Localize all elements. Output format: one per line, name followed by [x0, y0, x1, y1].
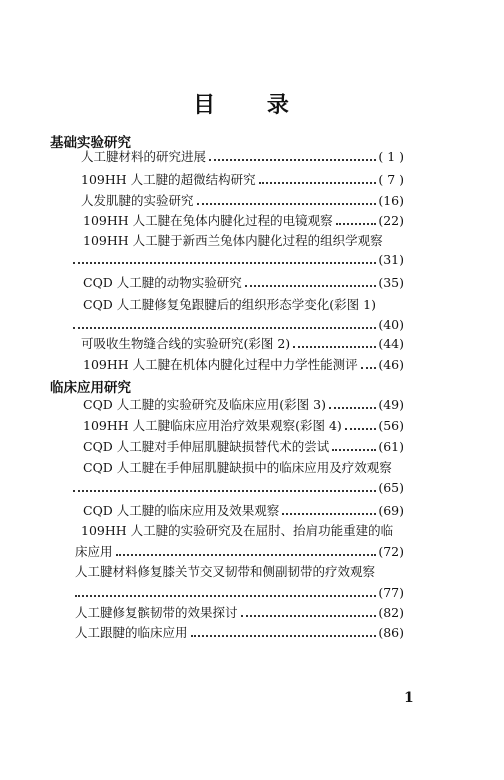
toc-entry-page: (56) — [378, 418, 404, 433]
toc-entry-title[interactable]: 人工腱材料修复膝关节交叉韧带和侧副韧带的疗效观察 — [75, 564, 376, 579]
dot-leader — [73, 262, 376, 264]
toc-entry[interactable] — [83, 438, 404, 456]
toc-entry-title: CQD 人工腱的动物实验研究 — [83, 275, 242, 290]
toc-entry-page: (72) — [378, 544, 404, 559]
dot-leader — [332, 449, 376, 451]
toc-entry[interactable] — [75, 624, 404, 642]
toc-entry[interactable] — [81, 192, 404, 210]
toc-entry[interactable] — [75, 604, 404, 622]
page-title: 目 录 — [193, 93, 311, 118]
toc-entry-continuation — [73, 479, 404, 497]
toc-entry-continuation — [75, 584, 404, 602]
toc-entry-page: (77) — [378, 585, 404, 600]
dot-leader — [75, 595, 376, 597]
section-heading: 基础实验研究 — [50, 135, 131, 151]
toc-entry-title[interactable]: 109HH 人工腱的实验研究及在屈肘、抬肩功能重建的临 — [81, 523, 394, 538]
toc-entry[interactable] — [81, 148, 404, 166]
toc-entry-title: 床应用 — [75, 544, 113, 559]
toc-entry-title[interactable]: CQD 人工腱在手伸屈肌腱缺损中的临床应用及疗效观察 — [83, 460, 392, 475]
dot-leader — [73, 327, 376, 329]
toc-entry-continuation — [73, 316, 404, 334]
toc-entry[interactable] — [83, 212, 404, 230]
toc-entry-title: 109HH 人工腱在机体内腱化过程中力学性能测评 — [83, 357, 358, 372]
toc-entry-page: (16) — [378, 193, 404, 208]
toc-entry-title: CQD 人工腱的实验研究及临床应用(彩图 3) — [83, 397, 326, 412]
toc-entry-page: (69) — [378, 503, 404, 518]
section-heading: 临床应用研究 — [50, 380, 131, 396]
toc-entry[interactable] — [83, 417, 404, 435]
dot-leader — [245, 285, 377, 287]
toc-entry-title: 人工腱修复髌韧带的效果探讨 — [75, 605, 238, 620]
dot-leader — [241, 615, 377, 617]
toc-entry-page: (31) — [378, 252, 404, 267]
toc-entry-page: (49) — [378, 397, 404, 412]
dot-leader — [73, 490, 376, 492]
toc-entry-title: 109HH 人工腱在兔体内腱化过程的电镜观察 — [83, 213, 333, 228]
dot-leader — [282, 513, 376, 515]
toc-entry-title[interactable]: CQD 人工腱修复兔跟腱后的组织形态学变化(彩图 1) — [83, 297, 376, 312]
toc-entry-page: (35) — [378, 275, 404, 290]
toc-entry-title[interactable]: 109HH 人工腱于新西兰兔体内腱化过程的组织学观察 — [83, 233, 383, 248]
toc-entry[interactable] — [83, 356, 404, 374]
toc-entry-page: (44) — [378, 336, 404, 351]
toc-entry-title: 可吸收生物缝合线的实验研究(彩图 2) — [81, 336, 291, 351]
toc-entry-title: 109HH 人工腱的超微结构研究 — [81, 172, 256, 187]
dot-leader — [209, 159, 376, 161]
toc-entry-continuation — [75, 543, 404, 561]
dot-leader — [197, 203, 377, 205]
page-number: 1 — [404, 690, 414, 706]
dot-leader — [116, 554, 377, 556]
toc-entry-title: 人发肌腱的实验研究 — [81, 193, 194, 208]
toc-entry[interactable] — [83, 396, 404, 414]
toc-entry-title: 人工腱材料的研究进展 — [81, 149, 207, 164]
toc-entry-title: CQD 人工腱的临床应用及效果观察 — [83, 503, 280, 518]
dot-leader — [329, 407, 376, 409]
toc-entry-page: (46) — [378, 357, 404, 372]
toc-entry-title: CQD 人工腱对手伸屈肌腱缺损替代术的尝试 — [83, 439, 330, 454]
toc-entry-title: 人工跟腱的临床应用 — [75, 625, 188, 640]
dot-leader — [361, 367, 377, 369]
toc-entry-continuation — [73, 251, 404, 269]
dot-leader — [259, 182, 377, 184]
toc-entry[interactable] — [83, 502, 404, 520]
toc-entry-page: (61) — [378, 439, 404, 454]
toc-entry[interactable] — [83, 274, 404, 292]
dot-leader — [191, 635, 377, 637]
toc-entry-page: (40) — [378, 317, 404, 332]
toc-entry-page: (22) — [378, 213, 404, 228]
toc-entry[interactable] — [81, 335, 404, 353]
toc-entry-page: (65) — [378, 480, 404, 495]
toc-entry-page: (82) — [378, 605, 404, 620]
toc-entry-page: (86) — [378, 625, 404, 640]
toc-entry[interactable] — [81, 171, 404, 189]
toc-entry-page: ( 7 ) — [378, 172, 404, 187]
dot-leader — [336, 223, 377, 225]
toc-entry-title: 109HH 人工腱临床应用治疗效果观察(彩图 4) — [83, 418, 342, 433]
dot-leader — [345, 428, 377, 430]
toc-entry-page: ( 1 ) — [378, 149, 404, 164]
dot-leader — [293, 346, 376, 348]
